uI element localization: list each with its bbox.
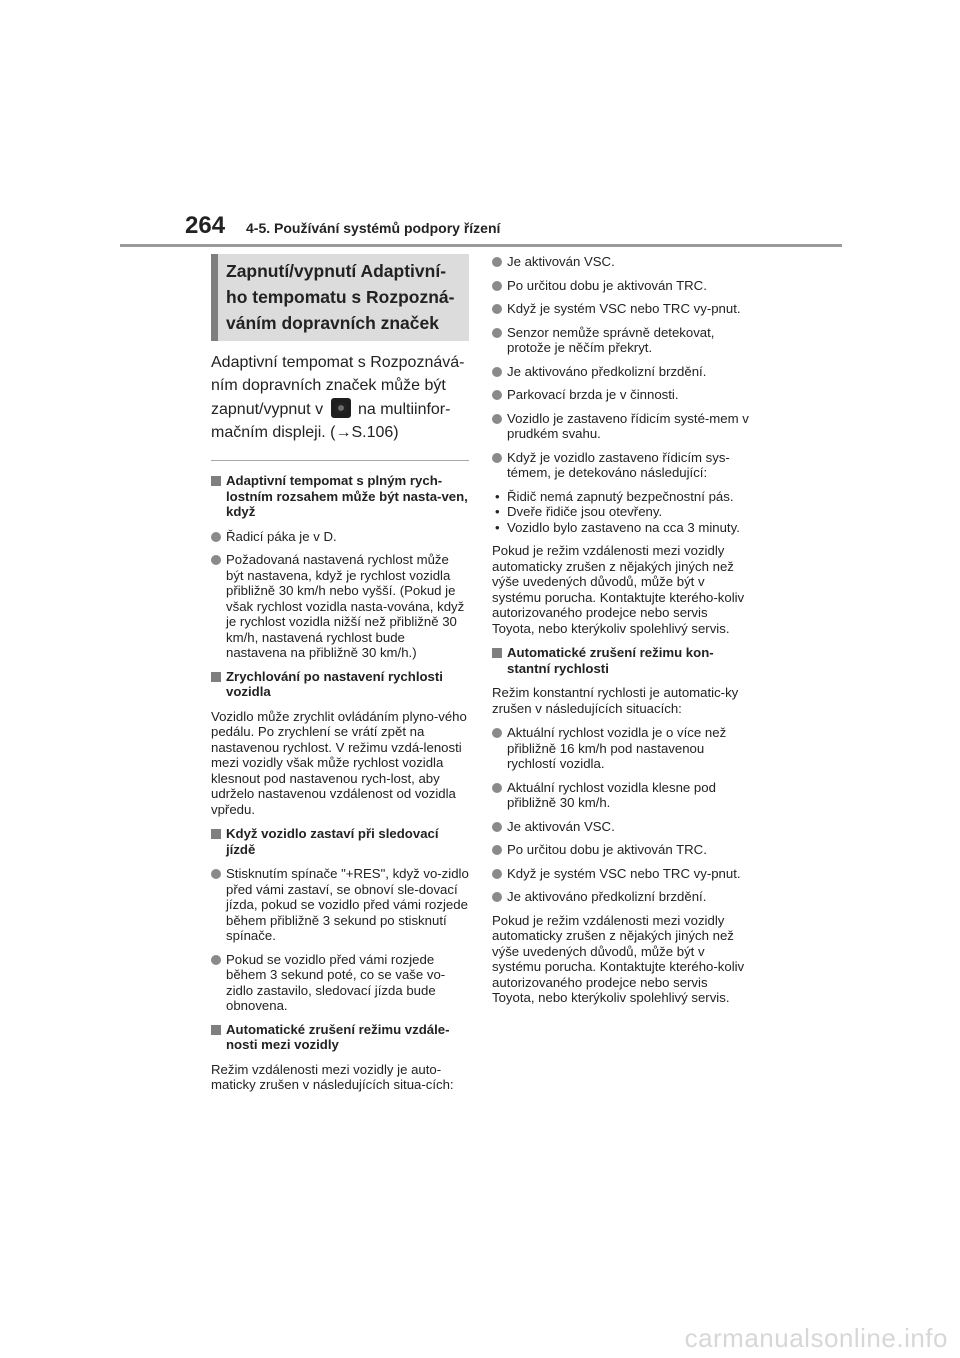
bullet-item: Je aktivován VSC. <box>492 819 750 835</box>
left-column <box>211 254 469 1102</box>
section-heading-box <box>211 254 469 341</box>
paragraph: Pokud je režim vzdálenosti mezi vozidly automaticky zrušen z nějakých jiných než výše uvedených důvodů, může být v systému porucha. Kontaktujte kterého-koliv autorizovaného prodejce nebo servis Toyota, nebo kterýkoliv spolehlivý servis. <box>492 543 745 636</box>
sub-bullet-item: • Vozidlo bylo zastaveno na cca 3 minuty. <box>492 520 750 536</box>
bullet-item: Aktuální rychlost vozidla klesne pod přibližně 30 km/h. <box>492 780 750 811</box>
bullet-item: Když je systém VSC nebo TRC vy-pnut. <box>492 301 750 317</box>
watermark: carmanualsonline.info <box>684 1323 948 1353</box>
page-number: 264 <box>185 212 226 239</box>
bullet-item: Požadovaná nastavená rychlost může být nastavena, když je rychlost vozidla přibližně 30 km/h nebo vyšší. (Pokud je však rychlost vozidla nasta-vována, když je rychlost vozidla nižší než přibližně 30 km/h, nastavená rychlost bude nastavena na přibližně 30 km/h.) <box>211 552 469 661</box>
divider <box>211 460 469 461</box>
intro-text-after: na multiinfor-mačním displeji. (→S.106) <box>211 400 451 441</box>
subsection-heading: Zrychlování po nastavení rychlosti vozidla <box>211 669 469 700</box>
paragraph: Vozidlo může zrychlit ovládáním plyno-vého pedálu. Po zrychlení se vrátí zpět na nastavenou rychlost. V režimu vzdá-lenosti mezi vozidly však může rychlost vozidla klesnout pod nastavenou rych-lost, aby udrželo nastavenou vzdálenost od vozidla vpředu. <box>211 708 467 817</box>
spacer <box>492 535 750 543</box>
left-blocks <box>211 473 469 1093</box>
bullet-item: Je aktivováno předkolizní brzdění. <box>492 889 750 905</box>
bullet-item: Řadicí páka je v D. <box>211 529 469 545</box>
bullet-item: Aktuální rychlost vozidla je o více než přibližně 16 km/h pod nastavenou rychlostí vozidla. <box>492 725 750 772</box>
section-heading-line: váním dopravních značek <box>226 313 439 333</box>
bullet-item: Stisknutím spínače "+RES", když vo-zidlo před vámi zastaví, se obnoví sle-dovací jízda, pokud se vozidlo před vámi rozjede během přibližně 3 sekund po stisknutí spínače. <box>211 866 469 944</box>
settings-gear-icon <box>331 398 351 418</box>
bullet-item: Když je systém VSC nebo TRC vy-pnut. <box>492 866 750 882</box>
section-title: 4-5. Používání systémů podpory řízení <box>246 220 501 236</box>
sub-bullet-item: • Dveře řidiče jsou otevřeny. <box>492 504 750 520</box>
bullet-item: Pokud se vozidlo před vámi rozjede během 3 sekund poté, co se vaše vo-zidlo zastavilo, sledovací jízda bude obnovena. <box>211 952 469 1014</box>
bullet-item: Po určitou dobu je aktivován TRC. <box>492 278 750 294</box>
bullet-item: Když je vozidlo zastaveno řídicím sys-témem, je detekováno následující: <box>492 450 750 481</box>
bullet-item: Po určitou dobu je aktivován TRC. <box>492 842 750 858</box>
bullet-item: Je aktivováno předkolizní brzdění. <box>492 364 750 380</box>
right-column <box>492 254 750 1015</box>
paragraph: Režim vzdálenosti mezi vozidly je auto-maticky zrušen v následujících situa-cích: <box>211 1061 454 1093</box>
bullet-item: Parkovací brzda je v činnosti. <box>492 387 750 403</box>
subsection-heading: Automatické zrušení režimu kon-stantní rychlosti <box>492 645 750 676</box>
subsection-heading: Když vozidlo zastaví při sledovací jízdě <box>211 826 469 857</box>
paragraph: Pokud je režim vzdálenosti mezi vozidly automaticky zrušen z nějakých jiných než výše uvedených důvodů, může být v systému porucha. Kontaktujte kterého-koliv autorizovaného prodejce nebo servis Toyota, nebo kterýkoliv spolehlivý servis. <box>492 912 745 1005</box>
section-heading-line: ho tempomatu s Rozpozná- <box>226 287 455 307</box>
bullet-item: Senzor nemůže správně detekovat, protože je něčím překryt. <box>492 325 750 356</box>
paragraph: Režim konstantní rychlosti je automatic-ky zrušen v následujících situacích: <box>492 685 739 716</box>
right-blocks <box>492 254 750 1006</box>
subsection-heading: Adaptivní tempomat s plným rych-lostním rozsahem může být nasta-ven, když <box>211 473 469 520</box>
sub-bullet-item: • Řidič nemá zapnutý bezpečnostní pás. <box>492 489 750 505</box>
header-rule <box>120 244 842 247</box>
intro-paragraph <box>211 351 469 444</box>
bullet-item: Je aktivován VSC. <box>492 254 750 270</box>
bullet-item: Vozidlo je zastaveno řídicím systé-mem v prudkém svahu. <box>492 411 750 442</box>
intro-text-before: Adaptivní tempomat s Rozpoznává-ním dopravních značek může být zapnut/vypnut v <box>211 354 465 418</box>
subsection-heading: Automatické zrušení režimu vzdále-nosti mezi vozidly <box>211 1022 469 1053</box>
section-heading-line: Zapnutí/vypnutí Adaptivní- <box>226 261 447 281</box>
